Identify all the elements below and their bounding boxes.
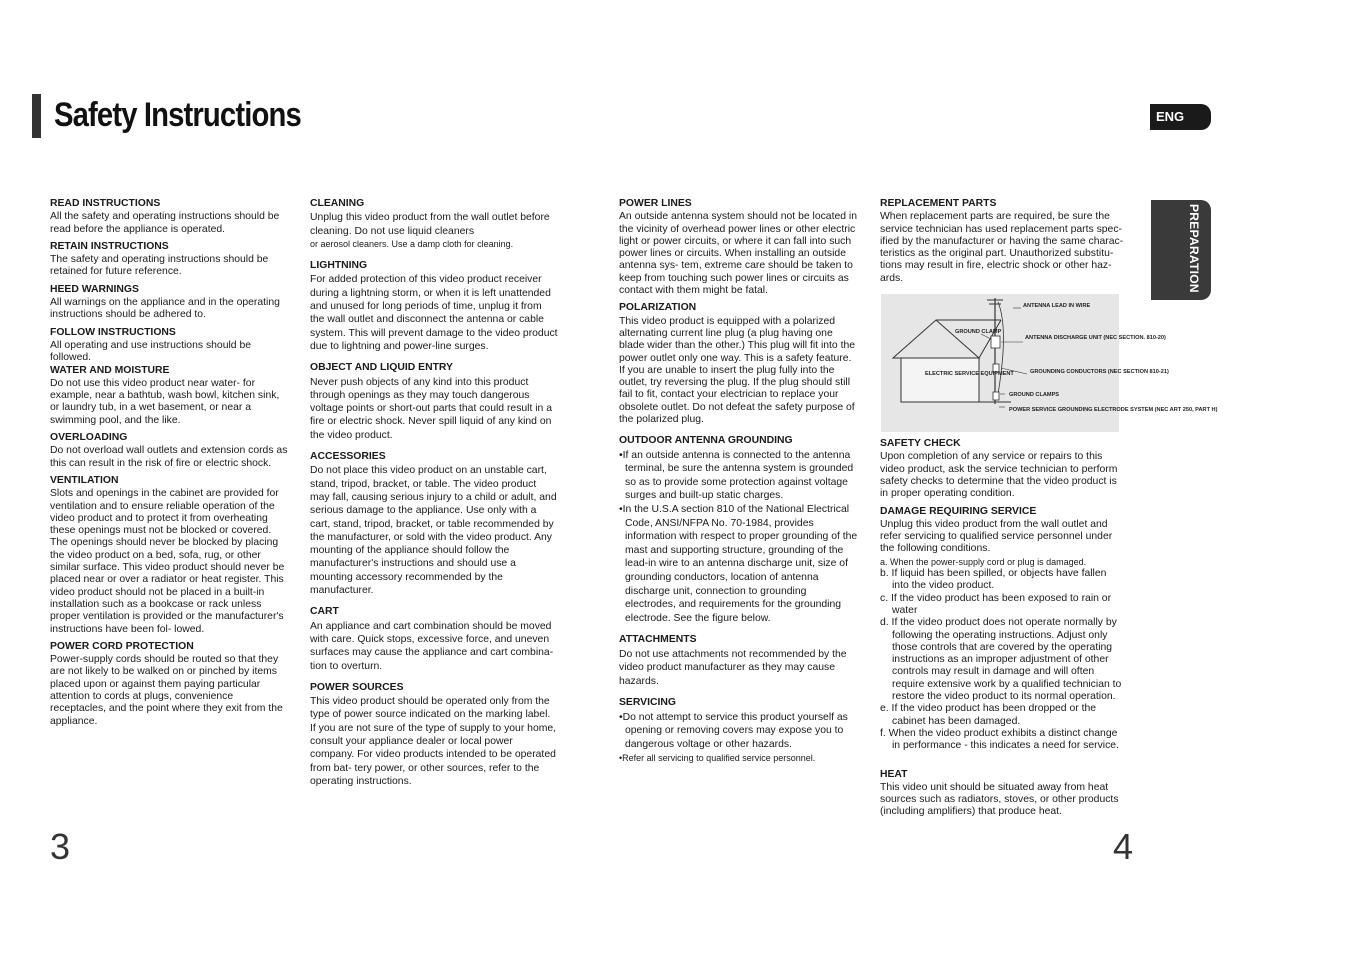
section-body: Unplug this video product from the wall outlet and refer servicing to qualified service personnel under the following conditions. (880, 518, 1113, 555)
section-heading: HEAT (880, 768, 908, 780)
list-item: c. If the video product has been exposed to rain or water (880, 592, 1112, 616)
section-heading: POLARIZATION (619, 302, 697, 314)
column-4 (880, 198, 1125, 819)
section-heading: ATTACHMENTS (619, 634, 697, 646)
section-heading: RETAIN INSTRUCTIONS (50, 240, 169, 252)
list-item: e. If the video product has been dropped or the cabinet has been damaged. (880, 703, 1097, 727)
section-heading: LIGHTNING (310, 260, 368, 272)
section-heading: OUTDOOR ANTENNA GROUNDING (619, 435, 793, 447)
section-heading: HEED WARNINGS (50, 283, 139, 295)
section-body: The safety and operating instructions should be retained for future reference. (50, 254, 269, 278)
section-heading: FOLLOW INSTRUCTIONS (50, 326, 176, 338)
section-body: or aerosol cleaners. Use a damp cloth for cleaning. (310, 238, 514, 249)
section-body: This video product is equipped with a polarized alternating current line plug (a plug having one blade wider than the other.) This plug will fit into the power outlet only one way. This is a safety feature. If you are unable to insert the plug fully into the outlet, try reversing the plug. If the plug should still fail to fit, contact your electrician to replace your obsolete outlet. Do not defeat the safety purpose of the polarized plug. (619, 315, 856, 426)
section-body: This video unit should be situated away from heat sources such as radiators, stoves, or other products (including amplifiers) that produce heat. (880, 781, 1119, 818)
section-heading: CLEANING (310, 198, 365, 209)
section-heading: ACCESSORIES (310, 451, 386, 463)
section-body: Upon completion of any service or repairs to this video product, ask the service technician to perform safety checks to determine that the video product is in proper operating condition. (880, 451, 1118, 500)
bullet-item: •If an outside antenna is connected to the antenna terminal, be sure the antenna system is grounded so as to provide some protection against voltage surges and built-up static charges. (619, 449, 854, 502)
bullet-item: •Refer all servicing to qualified service personnel. (619, 752, 816, 763)
language-tab: ENG (1150, 104, 1211, 130)
section-body: Never push objects of any kind into this product through openings as they may touch dangerous voltage points or short-out parts that could result in a fire or electric shock. Never spill liquid of any kind on the video product. (310, 376, 553, 441)
section-heading: OBJECT AND LIQUID ENTRY (310, 362, 453, 374)
section-heading: POWER SOURCES (310, 681, 404, 693)
section-body: Do not overload wall outlets and extension cords as this can result in the risk of fire or electric shock. (50, 445, 288, 469)
section-body: Unplug this video product from the wall outlet before cleaning. Do not use liquid cleaners (310, 212, 550, 237)
section-body: An outside antenna system should not be located in the vicinity of overhead power lines or other electric light or power circuits, or where it can fall into such power lines or circuits. When installing an outside antenna sys- tem, extreme care should be taken to keep from touching such power lines or circuits as contact with them might be fatal. (619, 211, 857, 297)
section-body: Do not place this video product on an unstable cart, stand, tripod, bracket, or table. The video product may fall, causing serious injury to a child or adult, and serious damage to the appliance. Use only with a cart, stand, tripod, bracket, or table recommended by the manufacturer, or sold with the video product. Any mounting of the appliance should follow the manufacturer's instructions and should use a mounting accessory recommended by the manufacturer. (310, 465, 557, 597)
section-heading: POWER CORD PROTECTION (50, 640, 194, 652)
section-heading: READ INSTRUCTIONS (50, 198, 161, 209)
label-ground-clamp: GROUND CLAMP (955, 329, 1002, 335)
bullet-item: •In the U.S.A section 810 of the National Electrical Code, ANSI/NFPA No. 70-1984, provides information with respect to proper grounding of the mast and supporting structure, grounding of the lead-in wire to an antenna discharge unit, size of grounding conductors, location of antenna discharge unit, connection to grounding electrodes, and requirements for the grounding electrode. See the figure below. (619, 504, 858, 624)
section-heading: POWER LINES (619, 198, 692, 209)
column-2 (310, 198, 558, 788)
section-body: Do not use this video product near water- for example, near a bathtub, wash bowl, kitchen sink, or laundry tub, in a wet basement, or near a swimming pool, and the like. (50, 377, 280, 426)
page-title: Safety Instructions (54, 96, 301, 134)
section-body: Do not use attachments not recommended by the video product manufacturer as they may cause hazards. (619, 648, 847, 687)
list-item: a. When the power-supply cord or plug is damaged. (880, 556, 1087, 567)
list-item: b. If liquid has been spilled, or objects have fallen into the video product. (880, 568, 1107, 592)
label-electric-service: ELECTRIC SERVICE EQUIPMENT (925, 371, 1014, 377)
section-tab-label: PREPARATION (1187, 204, 1201, 293)
column-3 (619, 198, 859, 765)
section-heading: OVERLOADING (50, 432, 128, 444)
section-body: For added protection of this video product receiver during a lightning storm, or when it is left unattended and unused for long periods of time, unplug it from the wall outlet and disconnect the antenna or cable system. This will prevent damage to the video product due to lightning and power-line surges. (310, 274, 558, 352)
section-body: This video product should be operated only from the type of power source indicated on the marking label. If you are not sure of the type of supply to your home, consult your appliance dealer or local power company. For video products intended to be operated from bat- tery power, or other sources, refer to the operating instructions. (310, 696, 557, 787)
section-heading: VENTILATION (50, 474, 119, 486)
label-power-service: POWER SERVICE GROUNDING ELECTRODE SYSTEM (NEC ART 250, PART H) (1009, 407, 1218, 413)
section-heading: CART (310, 606, 339, 618)
section-body: All operating and use instructions should be followed. (50, 339, 252, 364)
antenna-grounding-diagram (881, 294, 1218, 432)
section-body: When replacement parts are required, be sure the service technician has used replacement parts spec- ified by the manufacturer or having the same charac- teristics as the original part. Unauthorized substitu- tions may result in fire, electric shock or other haz- ards. (880, 211, 1124, 284)
section-heading: SAFETY CHECK (880, 438, 961, 450)
label-ground-clamps: GROUND CLAMPS (1009, 392, 1060, 398)
section-heading: SERVICING (619, 697, 676, 709)
label-grounding-conductors: GROUNDING CONDUCTORS (NEC SECTION 810-21) (1030, 369, 1169, 375)
page-number-left: 3 (50, 826, 71, 867)
section-body: Slots and openings in the cabinet are provided for ventilation and to ensure reliable operation of the video product and to protect it from overheating these openings must not be blocked or covered. The openings should never be blocked by placing the video product on a bed, sofa, rug, or other similar surface. This video product should never be placed near or over a radiator or heat register. This video product should not be placed in a built-in installation such as a bookcase or rack unless proper ventilation is provided or the manufacturer's instructions have been fol- lowed. (50, 488, 285, 635)
section-heading: WATER AND MOISTURE (50, 364, 170, 376)
bullet-item: •Do not attempt to service this product yourself as opening or removing covers may expose you to dangerous voltage or other hazards. (619, 711, 848, 750)
label-discharge-unit: ANTENNA DISCHARGE UNIT (NEC SECTION. 810-20) (1025, 335, 1166, 341)
title-accent-bar (32, 94, 41, 138)
section-body: An appliance and cart combination should be moved with care. Quick stops, excessive force, and uneven surfaces may cause the appliance and cart combina- tion to overturn. (310, 620, 554, 672)
section-body: Power-supply cords should be routed so that they are not likely to be walked on or pinched by items placed upon or against them paying particular attention to cords at plugs, convenience receptacles, and the point where they exit from the appliance. (50, 654, 283, 727)
label-antenna-lead: ANTENNA LEAD IN WIRE (1023, 303, 1091, 309)
section-heading: REPLACEMENT PARTS (880, 198, 997, 209)
section-heading: DAMAGE REQUIRING SERVICE (880, 505, 1037, 517)
section-tab (1151, 200, 1211, 300)
page-number-right: 4 (1113, 826, 1134, 867)
section-body: All the safety and operating instructions should be read before the appliance is operated. (50, 211, 280, 235)
section-body: All warnings on the appliance and in the operating instructions should be adhered to. (50, 297, 280, 321)
list-item: d. If the video product does not operate normally by following the operating instructions. Adjust only those controls that are covered by the operating instructions as an improper adjustment of other controls may result in damage and will often require extensive work by a qualified technician to restore the video product to its normal operation. (880, 617, 1122, 703)
column-1 (50, 198, 290, 728)
list-item: f. When the video product exhibits a distinct change in performance - this indicates a need for service. (880, 727, 1119, 752)
